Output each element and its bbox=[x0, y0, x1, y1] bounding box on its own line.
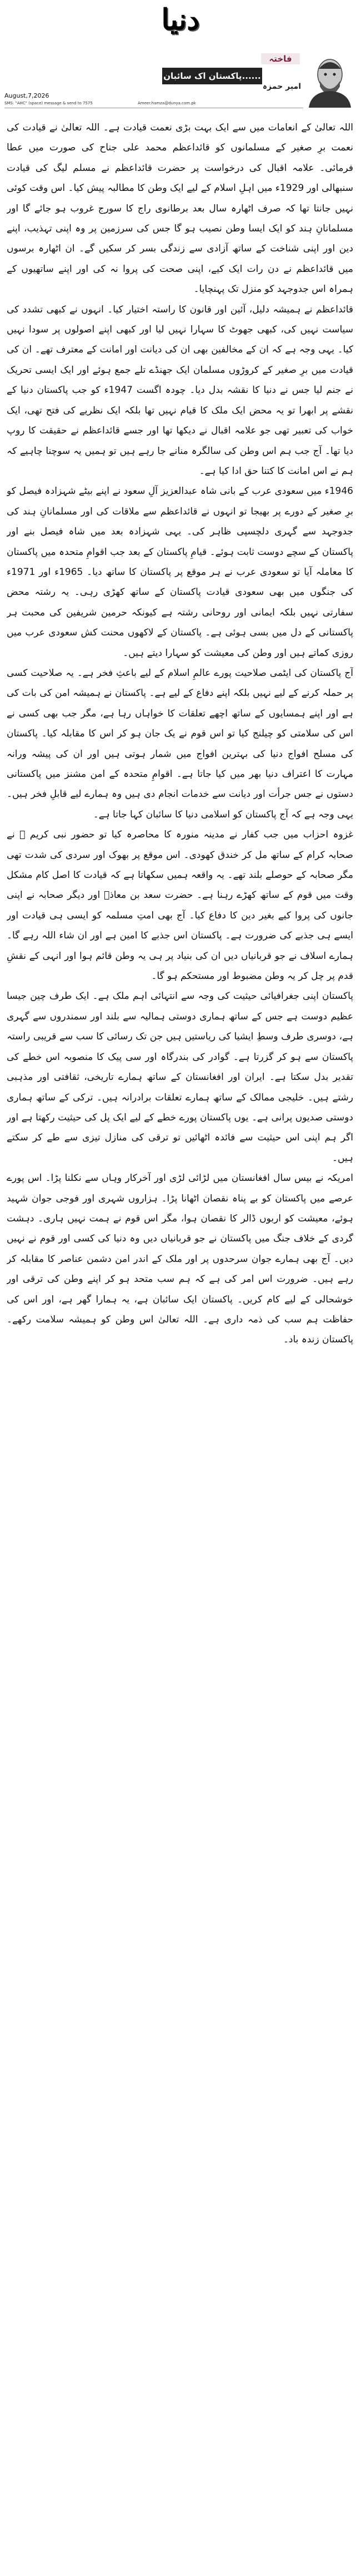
author-email[interactable]: Ameer.hamza@dunya.com.pk bbox=[138, 101, 196, 105]
author-name: امیر حمزہ bbox=[262, 82, 301, 91]
author-label: فاختہ bbox=[261, 53, 300, 64]
article-paragraph: قائداعظم نے ہمیشہ دلیل، آئین اور قانون کا راستہ اختیار کیا۔ انہوں نے کبھی تشدد کی سیاست نہیں کی، کبھی جھوٹ کا سہارا نہیں لیا اور کبھی اپنے اصولوں پر سودا نہیں کیا۔ یہی وجہ ہے کہ ان کے مخالفین بھی ان کی دیانت اور امانت کے معترف تھے۔ ان کی قیادت میں برِ صغیر کے کروڑوں مسلمان ایک جھنڈے تلے جمع ہوئے اور ایک ایسی تحریک نے جنم لیا جس نے دنیا کا نقشہ بدل دیا۔ چودہ اگست 1947ء کو جب پاکستان دنیا کے نقشے پر ابھرا تو یہ محض ایک ملک کا قیام نہیں تھا بلکہ ایک نظریے کی فتح تھی، ایک خواب کی تعبیر تھی جو علامہ اقبال نے دیکھا تھا اور جسے قائداعظم نے حقیقت کا روپ دیا تھا۔ آج جب ہم اس وطن کی سالگرہ منانے جا رہے ہیں تو ہمیں یہ سوچنا چاہیے کہ ہم نے اس امانت کا کتنا حق ادا کیا ہے۔ bbox=[7, 304, 353, 477]
article-body bbox=[7, 118, 353, 2570]
article-paragraph: امریکہ نے بیس سال افغانستان میں لڑائی لڑی اور آخرکار وہاں سے نکلنا پڑا۔ اس پورے عرصے میں پاکستان کو بے پناہ نقصان اٹھانا پڑا۔ ہزاروں شہری اور فوجی جوان شہید ہوئے، معیشت کو اربوں ڈالر کا نقصان ہوا، مگر اس قوم نے ہمت نہیں ہاری۔ دہشت گردی کے خلاف جنگ میں پاکستان نے جو قربانیاں دیں وہ دنیا کی کسی اور قوم نے نہیں دیں۔ آج بھی ہمارے جوان سرحدوں پر اور ملک کے اندر امن دشمن عناصر کا مقابلہ کر رہے ہیں۔ ضرورت اس امر کی ہے کہ ہم سب متحد ہو کر اپنے وطن کی ترقی اور خوشحالی کے لیے کام کریں۔ پاکستان ایک سائبان ہے، یہ ہمارا گھر ہے، اور اس کی حفاظت ہم سب کی ذمہ داری ہے۔ اللہ تعالیٰ اس وطن کو ہمیشہ سلامت رکھے۔ پاکستان زندہ باد۔ bbox=[7, 1173, 353, 1346]
article-paragraph: غزوہ احزاب میں جب کفار نے مدینہ منورہ کا محاصرہ کیا تو حضور نبی کریم ﷺ نے صحابہ کرام کے ساتھ مل کر خندق کھودی۔ اس موقع پر بھوک اور سردی کی شدت تھی مگر صحابہ کے حوصلے بلند تھے۔ یہ واقعہ ہمیں سکھاتا ہے کہ قیادت کا اصل کام مشکل وقت میں قوم کے ساتھ کھڑے رہنا ہے۔ حضرت سعد بن معاذؓ اور دیگر صحابہ نے اپنی جانوں کی پروا کیے بغیر دین کا دفاع کیا۔ آج بھی امتِ مسلمہ کو ایسی ہی قیادت اور ایسے ہی جذبے کی ضرورت ہے۔ پاکستان اس جذبے کا امین ہے اور ان شاء اللہ رہے گا۔ ہمارے اسلاف نے جو قربانیاں دیں ان کی بنیاد پر ہی یہ وطن قائم ہوا اور انہی کے نقشِ قدم پر چل کر یہ وطن مضبوط اور مستحکم ہو گا۔ bbox=[7, 829, 353, 982]
publish-date: August,7,2026 bbox=[4, 92, 49, 99]
column-header bbox=[4, 51, 357, 112]
column-title: پاکستان اک سائبان...... bbox=[162, 68, 262, 84]
newspaper-logo bbox=[139, 2, 222, 38]
article-paragraph: 1946ء میں سعودی عرب کے بانی شاہ عبدالعزیز آلِ سعود نے اپنے بیٹے شہزادہ فیصل کو برِ صغیر کے دورے پر بھیجا تو انہوں نے قائداعظم سے ملاقات کی اور مسلمانانِ ہند کی جدوجہد سے گہری دلچسپی ظاہر کی۔ یہی شہزادہ بعد میں شاہ فیصل بنے اور پاکستان کے سچے دوست ثابت ہوئے۔ قیامِ پاکستان کے بعد جب اقوامِ متحدہ میں پاکستان کا معاملہ آیا تو سعودی عرب نے ہر موقع پر پاکستان کا ساتھ دیا۔ 1965ء اور 1971ء کی جنگوں میں بھی سعودی قیادت پاکستان کے ساتھ کھڑی رہی۔ یہ رشتہ محض سفارتی نہیں بلکہ ایمانی اور روحانی رشتہ ہے کیونکہ حرمین شریفین کی محبت ہر پاکستانی کے دل میں بسی ہوئی ہے۔ پاکستان کے لاکھوں محنت کش سعودی عرب میں روزی کماتے ہیں اور وطن کی معیشت کو سہارا دیتے ہیں۔ bbox=[7, 486, 353, 659]
masthead bbox=[0, 0, 361, 40]
author-portrait-icon bbox=[304, 52, 355, 108]
article-paragraph: پاکستان اپنی جغرافیائی حیثیت کی وجہ سے انتہائی اہم ملک ہے۔ ایک طرف چین جیسا عظیم دوست ہے جس کے ساتھ ہماری دوستی ہمالیہ سے بلند اور سمندروں سے گہری ہے، دوسری طرف وسطِ ایشیا کی ریاستیں ہیں جن تک رسائی کا سب سے قریبی راستہ پاکستان سے ہو کر گزرتا ہے۔ گوادر کی بندرگاہ اور سی پیک کا منصوبہ اس خطے کی تقدیر بدل سکتا ہے۔ ایران اور افغانستان کے ساتھ ہمارے تاریخی، ثقافتی اور مذہبی رشتے ہیں۔ خلیجی ممالک کے ساتھ ہمارے تعلقات برادرانہ ہیں۔ ترکی کے ساتھ ہماری دوستی صدیوں پرانی ہے۔ یوں پاکستان پورے خطے کے لیے ایک پل کی حیثیت رکھتا ہے اور اگر ہم اپنی اس حیثیت سے فائدہ اٹھائیں تو ترقی کی منازل تیزی سے طے کر سکتے ہیں۔ bbox=[7, 991, 353, 1164]
author-photo bbox=[303, 51, 357, 109]
article-paragraph: اللہ تعالیٰ کے انعامات میں سے ایک بہت بڑی نعمت قیادت ہے۔ اللہ تعالیٰ نے قیادت کی نعمت برِ صغیر کے مسلمانوں کو قائداعظم محمد علی جناح کی صورت میں عطا فرمائی۔ علامہ اقبال کی درخواست پر حضرت قائداعظم نے مسلم لیگ کی قیادت سنبھالی اور 1929ء میں اہلِ اسلام کے لیے ایک وطن کا مطالبہ پیش کیا۔ اس وقت کوئی نہیں جانتا تھا کہ صرف اٹھارہ سال بعد برطانوی راج کا سورج غروب ہو جائے گا اور مسلمانانِ ہند کو ایک ایسا وطن نصیب ہو گا جس کی سرزمین پر وہ اپنی تہذیب، اپنے دین اور اپنی شناخت کے ساتھ آزادی سے زندگی بسر کر سکیں گے۔ ان اٹھارہ برسوں میں قائداعظم نے دن رات ایک کیے، اپنی صحت کی پروا نہ کی اور اپنے ساتھیوں کے ہمراہ اس جدوجہد کو منزل تک پہنچایا۔ bbox=[7, 122, 353, 295]
logo-text: دنیا bbox=[161, 3, 200, 37]
article-paragraph: آج پاکستان کی ایٹمی صلاحیت پورے عالمِ اسلام کے لیے باعثِ فخر ہے۔ یہ صلاحیت کسی پر حملہ کرنے کے لیے نہیں بلکہ اپنے دفاع کے لیے ہے۔ پاکستان نے ہمیشہ امن کی بات کی ہے اور اپنے ہمسایوں کے ساتھ اچھے تعلقات کا خواہاں رہا ہے، مگر جب بھی کسی نے اس کی سلامتی کو چیلنج کیا تو اس قوم نے یک جان ہو کر اس کا مقابلہ کیا۔ پاکستان کی مسلح افواج دنیا کی بہترین افواج میں شمار ہوتی ہیں اور ان کی پیشہ ورانہ مہارت کا اعتراف دنیا بھر میں کیا جاتا ہے۔ اقوامِ متحدہ کے امن مشنز میں پاکستانی دستوں نے جس جرأت اور دیانت سے خدمات انجام دی ہیں وہ ہمارے لیے قابلِ فخر ہیں۔ یہی وجہ ہے کہ آج پاکستان کو اسلامی دنیا کا سائبان کہا جاتا ہے۔ bbox=[7, 667, 353, 820]
sms-info: SMS: "AHC" (space) message & send to 7575 bbox=[4, 101, 93, 105]
